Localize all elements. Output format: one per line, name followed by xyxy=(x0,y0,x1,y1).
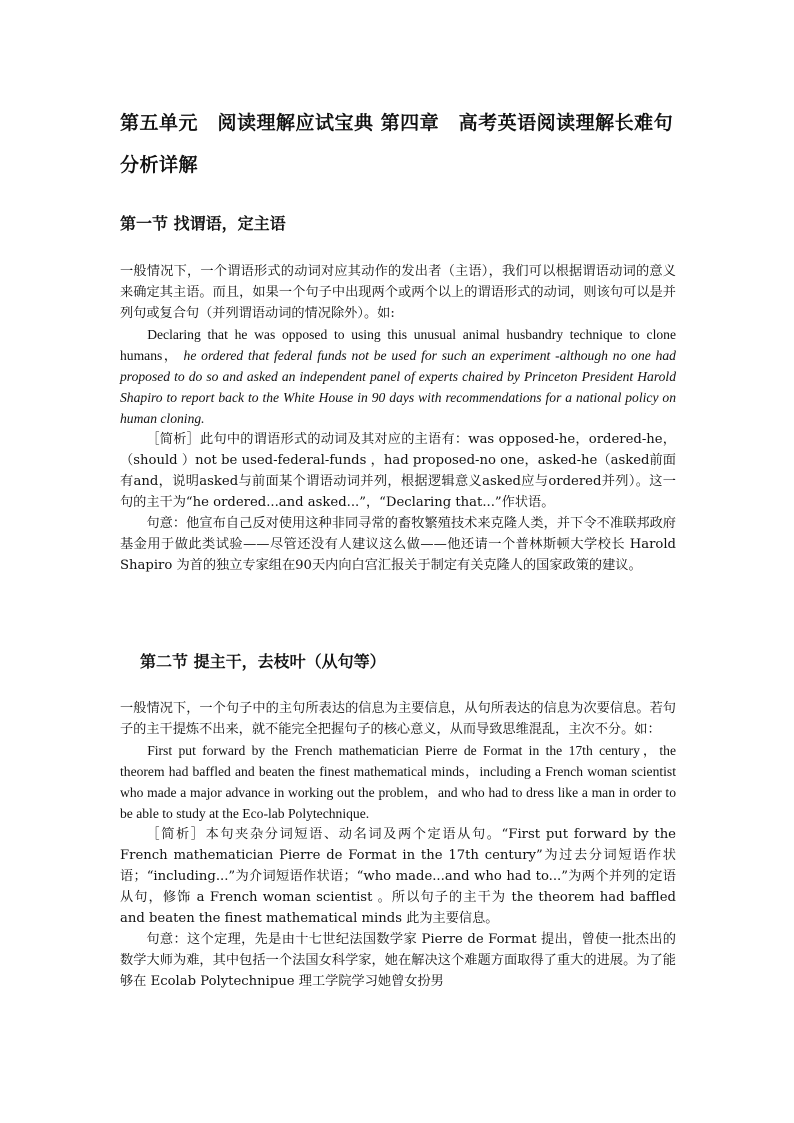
section-2-translation: 句意：这个定理，先是由十七世纪法国数学家 Pierre de Format 提出，曾使一批杰出的数学大师为难，其中包括一个法国女科学家，她在解决这个难题方面取得了重大的进展。为了能够在 Ecolab Polytechnipue 理工学院学习她曾女扮男 xyxy=(120,932,676,989)
section-2-intro: 一般情况下，一个句子中的主句所表达的信息为主要信息，从句所表达的信息为次要信息。若句子的主干提炼不出来，就不能完全把握句子的核心意义，从而导致思维混乱，主次不分。如： xyxy=(120,701,676,737)
example-italic: he ordered that federal funds not be used for such an experiment -although no one had proposed to do so and asked an independent panel of experts chaired by Princeton President Harold Shapiro to report back to the White House in 90 days with recommendations for a national policy on human cloning. xyxy=(120,348,676,426)
section-1-intro: 一般情况下，一个谓语形式的动词对应其动作的发出者（主语），我们可以根据谓语动词的意义来确定其主语。而且，如果一个句子中出现两个或两个以上的谓语形式的动词，则该句可以是并列句或复合句（并列谓语动词的情况除外）。如: xyxy=(120,264,676,321)
section-1-heading: 第一节 找谓语，定主语 xyxy=(120,214,286,233)
section-2-heading: 第二节 提主干，去枝叶（从句等） xyxy=(140,652,386,671)
section-1-example xyxy=(120,324,676,429)
section-1-analysis: ［简析］此句中的谓语形式的动词及其对应的主语有：was opposed-he，ordered-he，（should ）not be used-federal-funds ，had proposed-no one，asked-he（asked前面有and，说明asked与前面某个谓语动词并列，根据逻辑意义asked应与ordered并列）。这一句的主干为“he ordered...and asked...”，“Declaring that...”作状语。 xyxy=(120,432,676,510)
section-1-translation: 句意：他宣布自己反对使用这种非同寻常的畜牧繁殖技术来克隆人类，并下令不准联邦政府基金用于做此类试验——尽管还没有人建议这么做——他还请一个普林斯顿大学校长 Harold Shapiro 为首的独立专家组在90天内向白宫汇报关于制定有关克隆人的国家政策的建议。 xyxy=(120,516,676,573)
example-plain: Declaring that he was opposed to using this unusual animal husbandry technique to clone humans， xyxy=(120,327,676,363)
section-2-analysis: ［简析］本句夹杂分词短语、动名词及两个定语从句。“First put forward by the French mathematician Pierre de Format in the 17th century”为过去分词短语作状语；“including...”为介词短语作状语；“who made...and who had to...”为两个并列的定语从句，修饰 a French woman scientist 。所以句子的主干为 the theorem had baffled and beaten the finest mathematical minds 此为主要信息。 xyxy=(120,827,676,926)
section-2-example: First put forward by the French mathematician Pierre de Format in the 17th century，the theorem had baffled and beaten the finest mathematical minds，including a French woman scientist who made a major advance in working out the problem，and who had to dress like a man in order to be able to study at the Eco-lab Polytechnique. xyxy=(120,743,676,821)
section-2-body xyxy=(120,698,676,992)
page-title: 第五单元 阅读理解应试宝典 第四章 高考英语阅读理解长难句分析详解 xyxy=(120,112,674,176)
section-1-body xyxy=(120,261,676,576)
